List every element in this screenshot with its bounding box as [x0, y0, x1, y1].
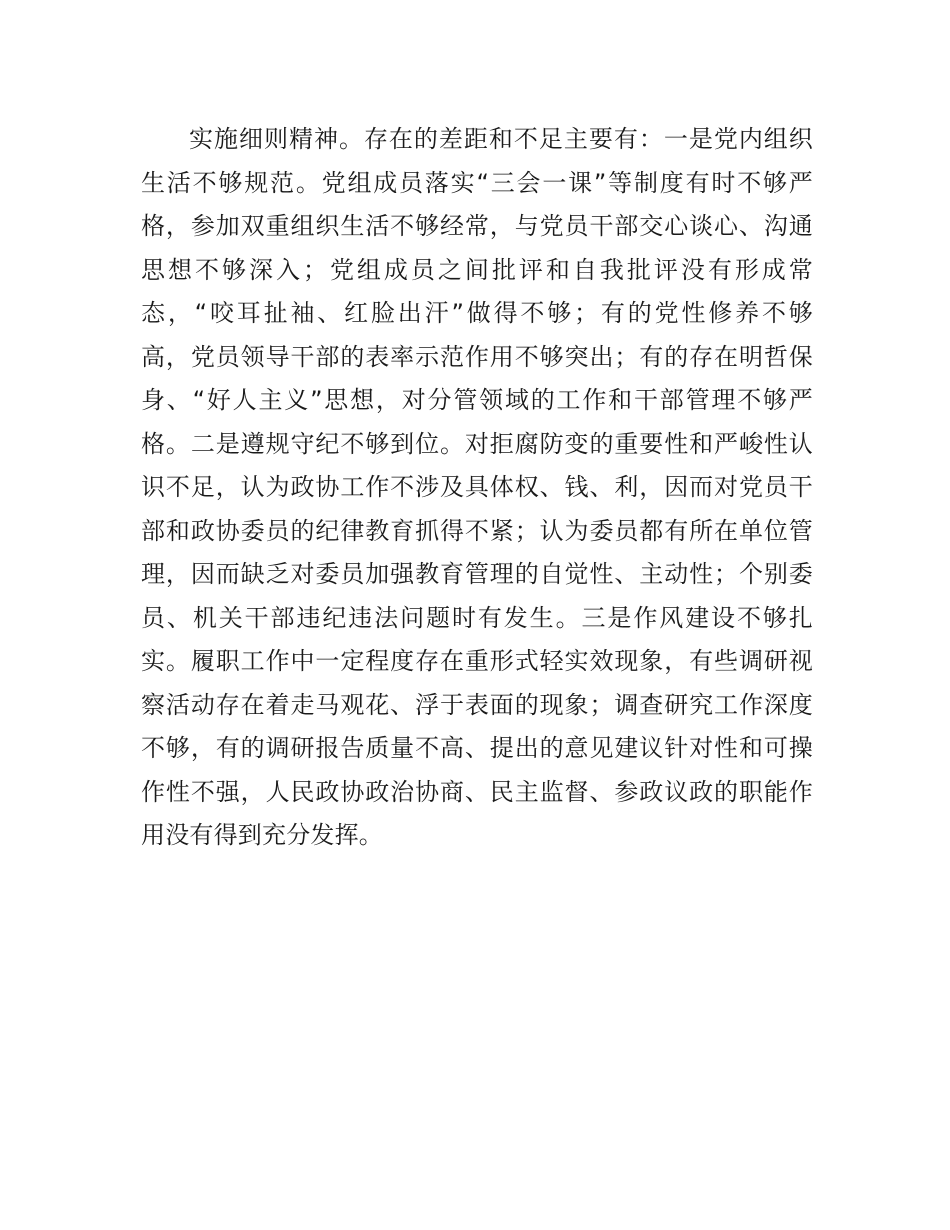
- text-line-last: 用没有得到充分发挥。: [141, 821, 383, 849]
- body-paragraph: [141, 118, 813, 858]
- text-line: 识不足，认为政协工作不涉及具体权、钱、利，因而对党员干: [141, 473, 813, 501]
- text-line: 作性不强，人民政协政治协商、民主监督、参政议政的职能作: [141, 777, 813, 806]
- text-line: 格。二是遵规守纪不够到位。对拒腐防变的重要性和严峻性认: [141, 429, 813, 458]
- text-line: 格，参加双重组织生活不够经常，与党员干部交心谈心、沟通: [141, 212, 813, 240]
- text-line: 理，因而缺乏对委员加强教育管理的自觉性、主动性；个别委: [141, 560, 813, 588]
- text-line: 员、机关干部违纪违法问题时有发生。三是作风建设不够扎: [141, 603, 813, 632]
- text-line: 生活不够规范。党组成员落实“三会一课”等制度有时不够严: [141, 168, 813, 197]
- text-line: 实施细则精神。存在的差距和不足主要有：一是党内组织: [189, 125, 813, 153]
- text-line: 察活动存在着走马观花、浮于表面的现象；调查研究工作深度: [141, 690, 813, 719]
- text-line: 实。履职工作中一定程度存在重形式轻实效现象，有些调研视: [141, 647, 813, 675]
- text-line: 部和政协委员的纪律教育抓得不紧；认为委员都有所在单位管: [141, 516, 813, 545]
- text-line: 高，党员领导干部的表率示范作用不够突出；有的存在明哲保: [141, 342, 813, 371]
- text-line: 身、“好人主义”思想，对分管领域的工作和干部管理不够严: [141, 386, 813, 414]
- text-line: 态，“咬耳扯袖、红脸出汗”做得不够；有的党性修养不够: [141, 299, 813, 327]
- text-line: 不够，有的调研报告质量不高、提出的意见建议针对性和可操: [141, 734, 813, 762]
- text-line: 思想不够深入；党组成员之间批评和自我批评没有形成常: [141, 255, 813, 284]
